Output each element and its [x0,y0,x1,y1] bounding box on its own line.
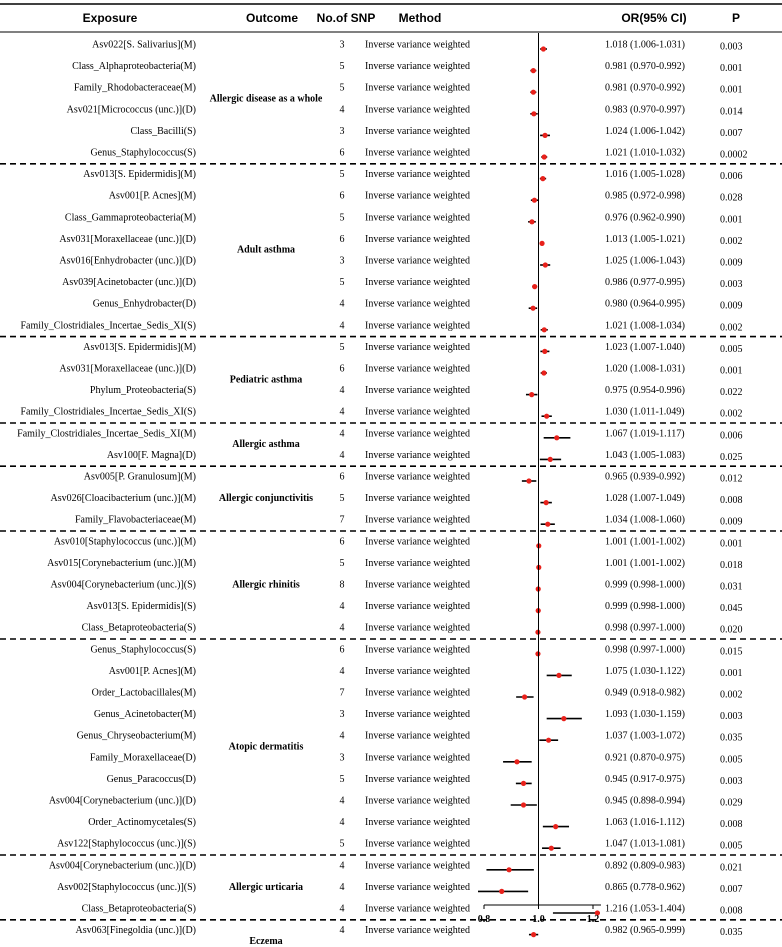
method-label: Inverse variance weighted [365,406,470,418]
p-value: 0.029 [720,797,743,809]
or-ci-value: 0.892 (0.809-0.983) [605,860,685,872]
nsnp-value: 4 [339,298,345,310]
or-ci-value: 0.983 (0.970-0.997) [605,104,685,116]
exposure-label: Class_Betaproteobacteria(S) [81,903,196,915]
outcome-label: Pediatric asthma [229,374,303,386]
p-value: 0.035 [720,927,743,939]
exposure-label: Asv013[S. Epidermidis](M) [83,169,196,181]
nsnp-value: 5 [339,212,345,224]
point-estimate [553,824,558,829]
point-estimate [529,392,534,397]
method-label: Inverse variance weighted [365,925,470,937]
or-ci-value: 1.018 (1.006-1.031) [605,39,685,51]
exposure-label: Asv031[Moraxellaceae (unc.)](D) [59,233,196,245]
nsnp-value: 6 [339,536,345,548]
or-ci-value: 1.047 (1.013-1.081) [605,838,685,850]
nsnp-value: 8 [339,579,345,591]
exposure-label: Asv001[P. Acnes](M) [108,665,196,677]
method-label: Inverse variance weighted [365,493,470,505]
method-label: Inverse variance weighted [365,125,470,137]
p-value: 0.007 [720,127,743,139]
or-ci-value: 0.945 (0.898-0.994) [605,795,685,807]
method-label: Inverse variance weighted [365,61,470,73]
nsnp-value: 4 [339,665,345,677]
p-value: 0.045 [720,603,743,615]
exposure-label: Asv122[Staphylococcus (unc.)](S) [57,838,196,850]
or-ci-value: 1.037 (1.003-1.072) [605,730,685,742]
nsnp-value: 3 [339,752,345,764]
exposure-label: Asv015[Corynebacterium (unc.)](M) [47,557,196,569]
nsnp-value: 5 [339,341,345,353]
or-ci-value: 1.013 (1.005-1.021) [605,233,685,245]
exposure-label: Genus_Staphylococcus(S) [90,644,196,656]
exposure-label: Family_Moraxellaceae(D) [89,752,196,764]
exposure-label: Asv063[Finegoldia (unc.)](D) [75,925,196,937]
point-estimate [531,932,536,937]
exposure-label: Genus_Paracoccus(D) [106,773,196,785]
x-tick-label: 0.8 [477,914,491,925]
p-value: 0.006 [720,171,743,183]
exposure-label: Class_Betaproteobacteria(S) [81,622,196,634]
method-label: Inverse variance weighted [365,687,470,699]
header-or: OR(95% CI) [621,11,687,25]
p-value: 0.001 [720,538,743,550]
p-value: 0.015 [720,646,743,658]
outcome-label: Allergic disease as a whole [209,93,323,105]
exposure-label: Asv001[P. Acnes](M) [108,190,196,202]
point-estimate [549,846,554,851]
nsnp-value: 3 [339,125,345,137]
or-ci-value: 1.016 (1.005-1.028) [605,169,685,181]
nsnp-value: 5 [339,169,345,181]
exposure-label: Asv004[Corynebacterium (unc.)](D) [48,795,196,807]
exposure-label: Asv039[Acinetobacter (unc.)](D) [62,277,196,289]
exposure-label: Order_Lactobacillales(M) [91,687,196,699]
method-label: Inverse variance weighted [365,82,470,94]
method-label: Inverse variance weighted [365,363,470,375]
or-ci-value: 0.982 (0.965-0.999) [605,925,685,937]
or-ci-value: 1.043 (1.005-1.083) [605,449,685,461]
nsnp-value: 3 [339,709,345,721]
nsnp-value: 4 [339,795,345,807]
method-label: Inverse variance weighted [365,147,470,159]
method-label: Inverse variance weighted [365,190,470,202]
exposure-label: Asv005[P. Granulosum](M) [83,471,196,483]
p-value: 0.003 [720,711,743,723]
p-value: 0.012 [720,473,743,485]
method-label: Inverse variance weighted [365,817,470,829]
point-estimate [544,414,549,419]
p-value: 0.002 [720,322,743,334]
point-estimate [541,370,546,375]
nsnp-value: 3 [339,255,345,267]
p-value: 0.007 [720,883,743,895]
p-value: 0.025 [720,451,743,463]
p-value: 0.005 [720,754,743,766]
exposure-label: Family_Rhodobacteraceae(M) [73,82,196,94]
nsnp-value: 4 [339,881,345,893]
point-estimate [542,133,547,138]
exposure-label: Asv100[F. Magna](D) [106,449,196,461]
or-ci-value: 1.021 (1.008-1.034) [605,320,685,332]
p-value: 0.003 [720,41,743,53]
rows [0,40,782,947]
method-label: Inverse variance weighted [365,881,470,893]
point-estimate [529,219,534,224]
nsnp-value: 5 [339,773,345,785]
nsnp-value: 5 [339,838,345,850]
nsnp-value: 4 [339,320,345,332]
exposure-label: Class_Bacilli(S) [130,125,196,137]
point-estimate [506,867,511,872]
exposure-label: Genus_Staphylococcus(S) [90,147,196,159]
p-value: 0.005 [720,840,743,852]
method-label: Inverse variance weighted [365,39,470,51]
method-label: Inverse variance weighted [365,752,470,764]
nsnp-value: 4 [339,428,345,440]
method-label: Inverse variance weighted [365,622,470,634]
header-method: Method [398,11,442,25]
p-value: 0.009 [720,257,743,269]
point-estimate [546,738,551,743]
p-value: 0.006 [720,430,743,442]
method-label: Inverse variance weighted [365,385,470,397]
method-label: Inverse variance weighted [365,860,470,872]
p-value: 0.001 [720,365,743,377]
outcome-label: Allergic rhinitis [232,579,300,591]
nsnp-value: 4 [339,385,345,397]
method-label: Inverse variance weighted [365,298,470,310]
point-estimate [526,478,531,483]
nsnp-value: 6 [339,471,345,483]
point-estimate [522,694,527,699]
p-value: 0.005 [720,343,743,355]
or-ci-value: 1.001 (1.001-1.002) [605,536,685,548]
exposure-label: Asv013[S. Epidermidis](M) [83,341,196,353]
p-value: 0.001 [720,667,743,679]
p-value: 0.021 [720,862,743,874]
exposure-label: Family_Clostridiales_Incertae_Sedis_XI(S) [20,320,196,332]
point-estimate [514,759,519,764]
nsnp-value: 5 [339,277,345,289]
exposure-label: Phylum_Proteobacteria(S) [89,385,196,397]
method-label: Inverse variance weighted [365,557,470,569]
nsnp-value: 7 [339,514,345,526]
point-estimate [543,262,548,267]
or-ci-value: 1.075 (1.030-1.122) [605,665,685,677]
or-ci-value: 0.998 (0.997-1.000) [605,622,685,634]
nsnp-value: 6 [339,190,345,202]
p-value: 0.035 [720,732,743,744]
or-ci-value: 0.921 (0.870-0.975) [605,752,685,764]
method-label: Inverse variance weighted [365,730,470,742]
header-nsnp: No.of SNP [316,11,376,25]
p-value: 0.020 [720,624,743,636]
or-ci-value: 0.975 (0.954-0.996) [605,385,685,397]
method-label: Inverse variance weighted [365,277,470,289]
or-ci-value: 0.981 (0.970-0.992) [605,61,685,73]
point-estimate [539,241,544,246]
header-outcome: Outcome [245,11,299,25]
nsnp-value: 7 [339,687,345,699]
point-estimate [535,651,540,656]
outcome-label: Atopic dermatitis [228,741,304,753]
method-label: Inverse variance weighted [365,601,470,613]
or-ci-value: 1.067 (1.019-1.117) [605,428,685,440]
method-label: Inverse variance weighted [365,471,470,483]
exposure-label: Genus_Chryseobacterium(M) [76,730,196,742]
or-ci-value: 0.981 (0.970-0.992) [605,82,685,94]
or-ci-value: 1.034 (1.008-1.060) [605,514,685,526]
p-value: 0.031 [720,581,743,593]
x-axis [478,905,601,925]
exposure-label: Family_Clostridiales_Incertae_Sedis_XI(S) [20,406,196,418]
point-estimate [532,198,537,203]
exposure-label: Class_Gammaproteobacteria(M) [64,212,196,224]
x-tick-label: 1.2 [586,914,600,925]
or-ci-value: 1.024 (1.006-1.042) [605,125,685,137]
point-estimate [531,68,536,73]
header-row [0,4,782,32]
method-label: Inverse variance weighted [365,644,470,656]
point-estimate [530,306,535,311]
p-value: 0.009 [720,300,743,312]
or-ci-value: 0.976 (0.962-0.990) [605,212,685,224]
header-exposure: Exposure [82,11,138,25]
method-label: Inverse variance weighted [365,169,470,181]
p-value: 0.001 [720,63,743,75]
or-ci-value: 0.949 (0.918-0.982) [605,687,685,699]
exposure-label: Asv004[Corynebacterium (unc.)](D) [48,860,196,872]
plot-marks [478,33,600,947]
or-ci-value: 0.986 (0.977-0.995) [605,277,685,289]
point-estimate [535,630,540,635]
method-label: Inverse variance weighted [365,320,470,332]
exposure-label: Asv010[Staphylococcus (unc.)](M) [53,536,196,548]
point-estimate [531,90,536,95]
p-value: 0.002 [720,408,743,420]
exposure-label: Asv022[S. Salivarius](M) [92,39,196,51]
nsnp-value: 4 [339,601,345,613]
method-label: Inverse variance weighted [365,773,470,785]
header-p: P [731,11,741,25]
p-value: 0.008 [720,905,743,917]
or-ci-value: 1.216 (1.053-1.404) [605,903,685,915]
p-value: 0.028 [720,192,743,204]
exposure-label: Asv031[Moraxellaceae (unc.)](D) [59,363,196,375]
method-label: Inverse variance weighted [365,579,470,591]
or-ci-value: 0.945 (0.917-0.975) [605,773,685,785]
exposure-label: Family_Clostridiales_Incertae_Sedis_XI(M) [17,428,196,440]
or-ci-value: 1.028 (1.007-1.049) [605,493,685,505]
exposure-label: Class_Alphaproteobacteria(M) [72,61,196,73]
nsnp-value: 4 [339,104,345,116]
p-value: 0.002 [720,235,743,247]
point-estimate [542,327,547,332]
point-estimate [521,802,526,807]
method-label: Inverse variance weighted [365,233,470,245]
p-value: 0.022 [720,387,743,399]
point-estimate [521,781,526,786]
p-value: 0.001 [720,84,743,96]
exposure-label: Asv016[Enhydrobacter (unc.)](D) [59,255,196,267]
or-ci-value: 0.998 (0.997-1.000) [605,644,685,656]
p-value: 0.0002 [720,149,748,161]
point-estimate [532,284,537,289]
exposure-label: Asv013[S. Epidermidis](S) [86,601,196,613]
nsnp-value: 5 [339,82,345,94]
outcome-label: Allergic conjunctivitis [218,493,314,505]
method-label: Inverse variance weighted [365,536,470,548]
nsnp-value: 4 [339,622,345,634]
or-ci-value: 0.865 (0.778-0.962) [605,881,685,893]
method-label: Inverse variance weighted [365,514,470,526]
exposure-label: Asv002[Staphylococcus (unc.)](S) [57,881,196,893]
point-estimate [561,716,566,721]
point-estimate [541,46,546,51]
or-ci-value: 1.025 (1.006-1.043) [605,255,685,267]
nsnp-value: 5 [339,61,345,73]
method-label: Inverse variance weighted [365,255,470,267]
x-tick-label: 1.0 [532,914,545,925]
method-label: Inverse variance weighted [365,449,470,461]
point-estimate [542,154,547,159]
nsnp-value: 5 [339,557,345,569]
nsnp-value: 5 [339,493,345,505]
point-estimate [544,500,549,505]
nsnp-value: 6 [339,644,345,656]
p-value: 0.003 [720,775,743,787]
point-estimate [540,176,545,181]
point-estimate [531,111,536,116]
nsnp-value: 3 [339,39,345,51]
nsnp-value: 6 [339,363,345,375]
exposure-label: Asv021[Micrococcus (unc.)](D) [66,104,196,116]
or-ci-value: 1.030 (1.011-1.049) [605,406,685,418]
method-label: Inverse variance weighted [365,795,470,807]
point-estimate [554,435,559,440]
nsnp-value: 4 [339,730,345,742]
nsnp-value: 4 [339,817,345,829]
method-label: Inverse variance weighted [365,341,470,353]
exposure-label: Order_Actinomycetales(S) [88,817,196,829]
p-value: 0.009 [720,516,743,528]
nsnp-value: 6 [339,147,345,159]
or-ci-value: 1.001 (1.001-1.002) [605,557,685,569]
or-ci-value: 1.020 (1.008-1.031) [605,363,685,375]
or-ci-value: 0.965 (0.939-0.992) [605,471,685,483]
or-ci-value: 0.980 (0.964-0.995) [605,298,685,310]
method-label: Inverse variance weighted [365,709,470,721]
p-value: 0.014 [720,106,743,118]
nsnp-value: 4 [339,925,345,937]
p-value: 0.008 [720,495,743,507]
p-value: 0.018 [720,559,743,571]
p-value: 0.002 [720,689,743,701]
outcome-label: Eczema [249,935,283,947]
outcome-label: Allergic urticaria [228,881,304,893]
method-label: Inverse variance weighted [365,903,470,915]
or-ci-value: 0.999 (0.998-1.000) [605,601,685,613]
p-value: 0.008 [720,819,743,831]
or-ci-value: 0.985 (0.972-0.998) [605,190,685,202]
p-value: 0.001 [720,214,743,226]
nsnp-value: 4 [339,406,345,418]
exposure-label: Genus_Enhydrobacter(D) [92,298,196,310]
or-ci-value: 0.999 (0.998-1.000) [605,579,685,591]
method-label: Inverse variance weighted [365,104,470,116]
method-label: Inverse variance weighted [365,428,470,440]
or-ci-value: 1.021 (1.010-1.032) [605,147,685,159]
point-estimate [548,457,553,462]
or-ci-value: 1.093 (1.030-1.159) [605,709,685,721]
point-estimate [545,522,550,527]
exposure-label: Asv004[Corynebacterium (unc.)](S) [50,579,196,591]
exposure-label: Asv026[Cloacibacterium (unc.)](M) [50,493,196,505]
point-estimate [542,349,547,354]
nsnp-value: 6 [339,233,345,245]
method-label: Inverse variance weighted [365,665,470,677]
or-ci-value: 1.063 (1.016-1.112) [605,817,685,829]
nsnp-value: 4 [339,860,345,872]
method-label: Inverse variance weighted [365,838,470,850]
outcome-label: Adult asthma [236,244,296,256]
p-value: 0.003 [720,279,743,291]
point-estimate [499,889,504,894]
exposure-label: Genus_Acinetobacter(M) [93,709,196,721]
or-ci-value: 1.023 (1.007-1.040) [605,341,685,353]
nsnp-value: 4 [339,903,345,915]
outcome-label: Allergic asthma [232,439,300,451]
nsnp-value: 4 [339,449,345,461]
method-label: Inverse variance weighted [365,212,470,224]
point-estimate [556,673,561,678]
exposure-label: Family_Flavobacteriaceae(M) [74,514,196,526]
